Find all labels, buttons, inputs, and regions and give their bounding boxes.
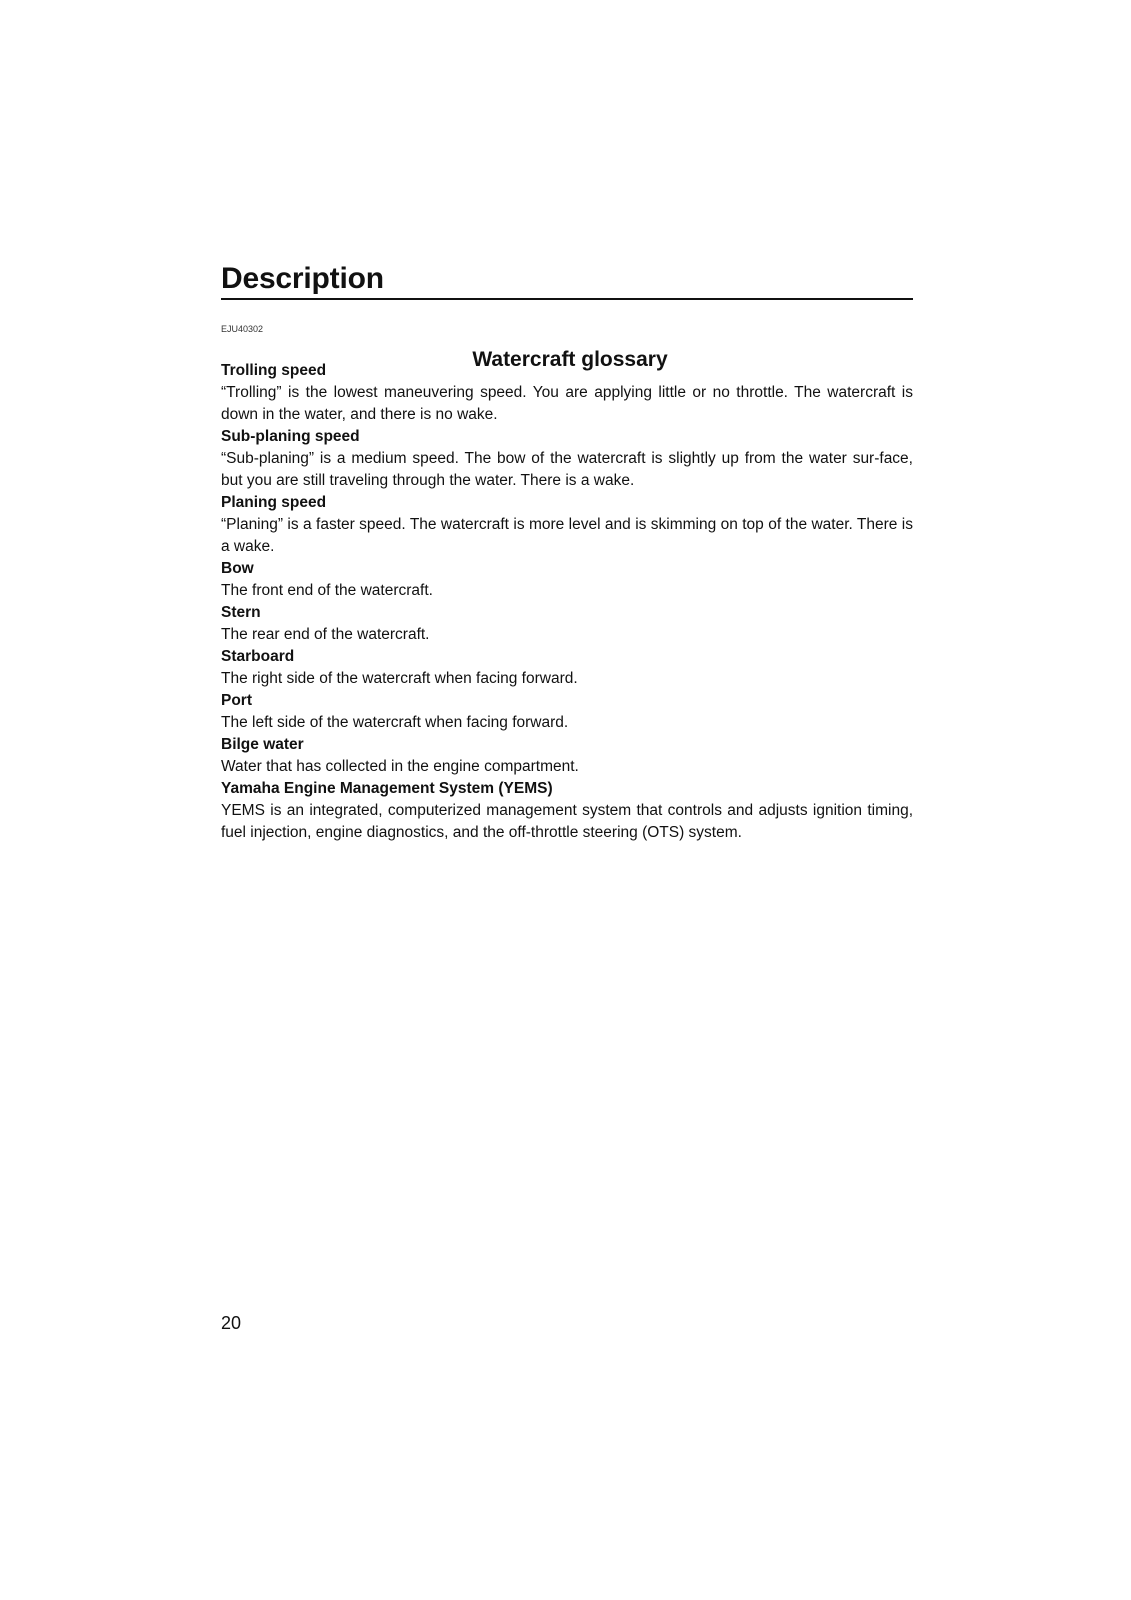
section-header: Description xyxy=(221,262,913,300)
glossary-entry-yems xyxy=(221,778,913,844)
glossary-definition: The rear end of the watercraft. xyxy=(221,626,430,643)
glossary-entry-starboard xyxy=(221,646,913,690)
glossary-term: Starboard xyxy=(221,648,295,665)
glossary-entry-bow xyxy=(221,558,913,602)
glossary-definition: Water that has collected in the engine compartment. xyxy=(221,758,579,775)
glossary-definition: The right side of the watercraft when facing forward. xyxy=(221,670,578,687)
page-content xyxy=(221,262,913,844)
glossary-title: Watercraft glossary xyxy=(472,348,668,372)
glossary-definition: The front end of the watercraft. xyxy=(221,582,433,599)
glossary-definition: “Sub-planing” is a medium speed. The bow of the watercraft is slightly up from the water sur-face, but you are still traveling through the water. There is a wake. xyxy=(221,450,913,489)
glossary-definition: “Trolling” is the lowest maneuvering speed. You are applying little or no throttle. The watercraft is down in the water, and there is no wake. xyxy=(221,384,913,423)
glossary-entry-planing-speed xyxy=(221,492,913,558)
glossary-entries xyxy=(221,360,913,844)
glossary-entry-stern xyxy=(221,602,913,646)
glossary-definition: “Planing” is a faster speed. The watercraft is more level and is skimming on top of the water. There is a wake. xyxy=(221,516,913,555)
glossary-definition: The left side of the watercraft when facing forward. xyxy=(221,714,569,731)
document-code: EJU40302 xyxy=(221,324,264,334)
glossary-term: Trolling speed xyxy=(221,362,327,379)
glossary-entry-sub-planing-speed xyxy=(221,426,913,492)
page-number: 20 xyxy=(221,1313,242,1333)
glossary-term: Bilge water xyxy=(221,736,304,753)
glossary-term: Yamaha Engine Management System (YEMS) xyxy=(221,780,553,797)
glossary-term: Planing speed xyxy=(221,494,327,511)
glossary-entry-port xyxy=(221,690,913,734)
glossary-term: Stern xyxy=(221,604,261,621)
glossary-entry-bilge-water xyxy=(221,734,913,778)
glossary-definition: YEMS is an integrated, computerized management system that controls and adjusts ignition timing, fuel injection, engine diagnostics, and the off-throttle steering (OTS) system. xyxy=(221,802,913,841)
glossary-term: Bow xyxy=(221,560,254,577)
glossary-term: Port xyxy=(221,692,252,709)
glossary-term: Sub-planing speed xyxy=(221,428,360,445)
